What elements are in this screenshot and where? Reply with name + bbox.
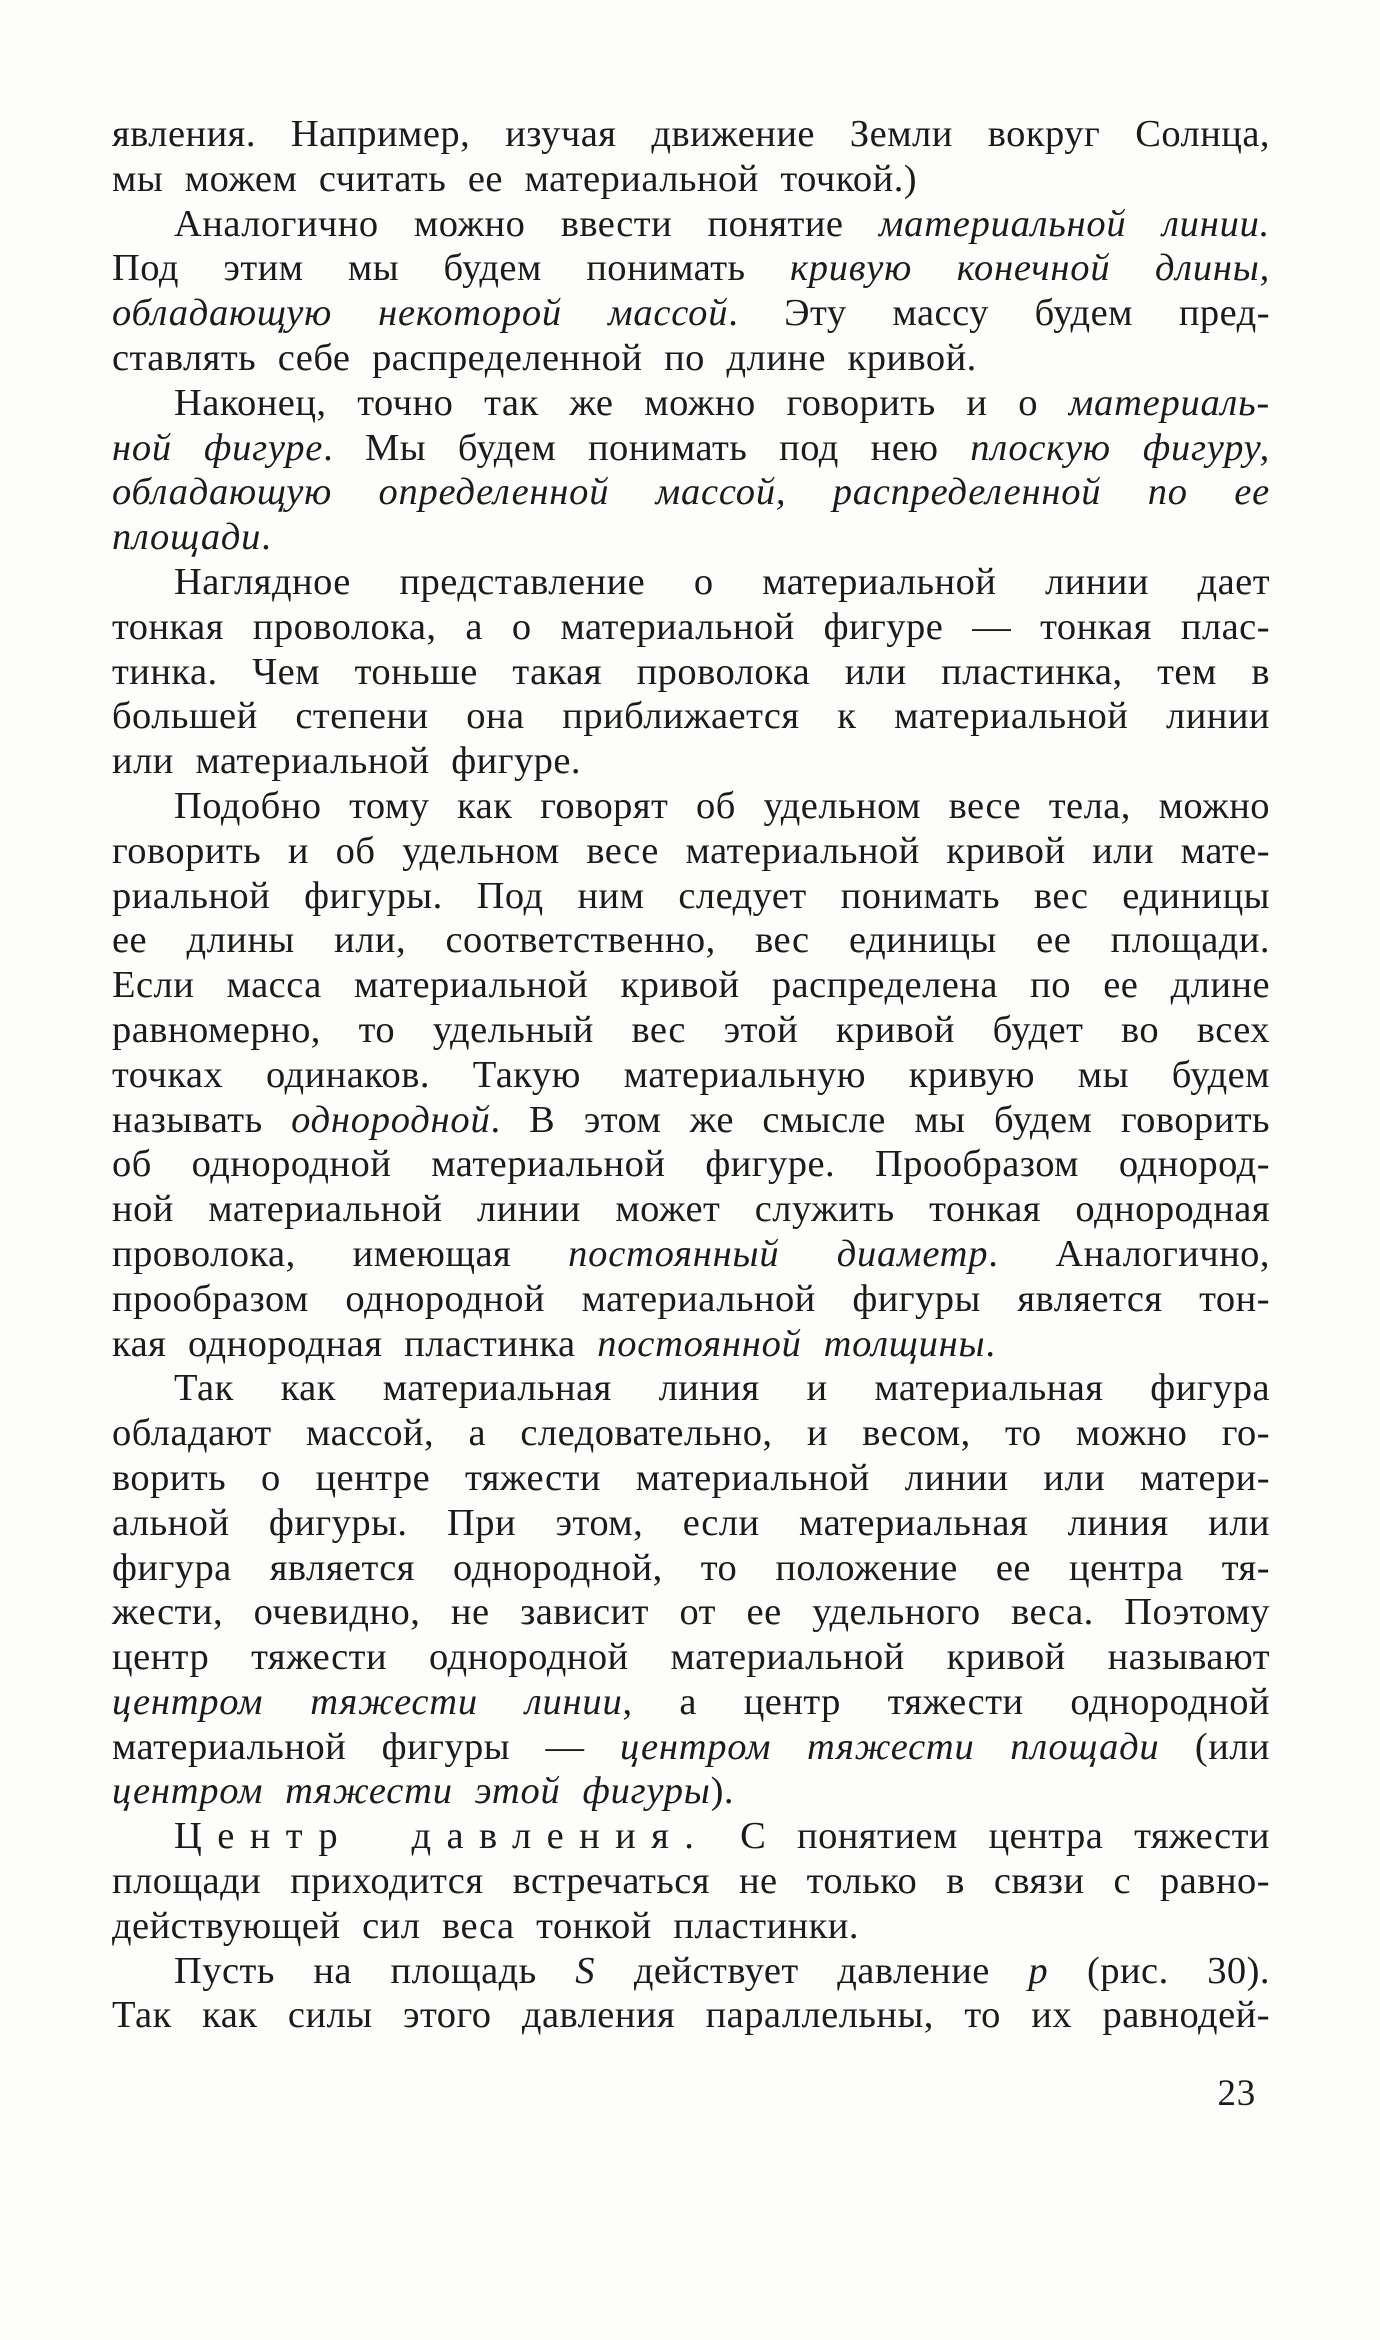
text-run: . Эту массу будем пред- — [728, 292, 1270, 335]
text-run: называть — [112, 1098, 292, 1141]
italic-text-run: плоскую фигуру, — [970, 426, 1270, 469]
text-run: об однородной материальной фигуре. Прообразом однород- — [112, 1143, 1270, 1186]
text-run: ). — [710, 1770, 734, 1813]
italic-text-run: материальной линии. — [878, 202, 1270, 245]
text-run: говорить и об удельном весе материальной кривой или мате- — [112, 829, 1270, 872]
text-run: . — [261, 516, 272, 559]
text-run: . Мы будем понимать под нею — [323, 426, 971, 469]
text-line — [112, 381, 1270, 426]
text-run: , а центр тяжести однородной — [622, 1680, 1271, 1723]
text-run: Аналогично можно ввести понятие — [174, 202, 879, 245]
text-column — [112, 112, 1270, 2038]
italic-text-run: S — [575, 1949, 596, 1992]
text-line — [112, 560, 1270, 605]
text-run: ной материальной линии может служить тонкая однородная — [112, 1188, 1270, 1231]
text-line — [112, 694, 1270, 739]
text-run: Подобно тому как говорят об удельном весе тела, можно — [174, 784, 1270, 827]
text-run: . В этом же смысле мы будем говорить — [490, 1098, 1270, 1141]
text-line — [112, 1590, 1270, 1635]
text-run: мы можем считать ее материальной точкой.) — [112, 157, 918, 200]
text-line — [112, 1142, 1270, 1187]
text-run: (или — [1159, 1725, 1270, 1768]
italic-text-run: однородной — [291, 1098, 491, 1141]
text-line — [112, 1187, 1270, 1232]
text-line — [112, 1501, 1270, 1546]
text-run: (рис. 30). — [1048, 1949, 1270, 1992]
text-run: С понятием центра тяжести — [709, 1815, 1270, 1858]
text-run: Если масса материальной кривой распределена по ее длине — [112, 964, 1270, 1007]
text-run: . Аналогично, — [988, 1232, 1270, 1275]
text-line — [112, 1232, 1270, 1277]
text-run: Под этим мы будем понимать — [112, 247, 790, 290]
text-line — [112, 1277, 1270, 1322]
text-run: явления. Например, изучая движение Земли вокруг Солнца, — [112, 113, 1270, 155]
text-line — [112, 426, 1270, 471]
text-run: ставлять себе распределенной по длине кривой. — [112, 336, 977, 379]
text-run: прообразом однородной материальной фигуры является тон- — [112, 1277, 1270, 1320]
italic-text-run: площади — [112, 516, 262, 559]
text-line — [112, 739, 1270, 784]
text-line — [112, 246, 1270, 291]
text-line — [112, 202, 1270, 247]
italic-text-run: центром тяжести линии — [112, 1680, 623, 1723]
text-line — [112, 291, 1270, 336]
text-line — [112, 1949, 1270, 1994]
page-number: 23 — [1217, 2073, 1256, 2114]
text-run: материальной фигуры — — [112, 1725, 620, 1768]
text-run: жести, очевидно, не зависит от ее удельного веса. Поэтому — [112, 1591, 1270, 1634]
text-run: Наконец, точно так же можно говорить и о — [174, 381, 1069, 424]
spaced-heading-run: Центр давления. — [174, 1815, 710, 1858]
text-line — [112, 650, 1270, 695]
text-line — [112, 515, 1270, 560]
text-line — [112, 1680, 1270, 1725]
text-run: . — [985, 1322, 996, 1365]
text-run: точках одинаков. Такую материальную кривую мы будем — [112, 1053, 1270, 1096]
text-run: большей степени она приближается к материальной линии — [112, 695, 1270, 738]
text-run: фигура является однородной, то положение ее центра тя- — [112, 1546, 1270, 1589]
text-run: Так как силы этого давления параллельны, то их равнодей- — [112, 1994, 1270, 2037]
text-line — [112, 1859, 1270, 1904]
italic-text-run: центром тяжести этой фигуры — [112, 1770, 711, 1813]
text-run: тонкая проволока, а о материальной фигуре — тонкая плас- — [112, 605, 1270, 648]
text-line — [112, 963, 1270, 1008]
text-line — [112, 1904, 1270, 1949]
text-run: или материальной фигуре. — [112, 740, 582, 783]
text-run: действует давление — [595, 1949, 1029, 1992]
italic-text-run: ной фигуре — [112, 426, 324, 469]
text-line — [112, 1366, 1270, 1411]
text-run: обладают массой, а следовательно, и весом, то можно го- — [112, 1412, 1270, 1455]
text-line — [112, 1725, 1270, 1770]
text-run: ее длины или, соответственно, вес единицы ее площади. — [112, 919, 1270, 962]
text-run: Наглядное представление о материальной линии дает — [174, 560, 1270, 603]
text-run: риальной фигуры. Под ним следует понимать вес единицы — [112, 874, 1270, 917]
text-line — [112, 1098, 1270, 1143]
text-line — [112, 336, 1270, 381]
text-line — [112, 1546, 1270, 1591]
italic-text-run: материаль- — [1068, 381, 1270, 424]
text-line — [112, 1635, 1270, 1680]
text-line — [112, 605, 1270, 650]
text-run: Так как материальная линия и материальная фигура — [174, 1367, 1270, 1410]
text-run: Пусть на площадь — [174, 1949, 576, 1992]
text-run: альной фигуры. При этом, если материальная линия или — [112, 1501, 1270, 1544]
text-line — [112, 157, 1270, 202]
text-line — [112, 784, 1270, 829]
text-run: ворить о центре тяжести материальной линии или матери- — [112, 1456, 1270, 1499]
text-run: площади приходится встречаться не только в связи с равно- — [112, 1860, 1270, 1903]
text-line — [112, 1053, 1270, 1098]
italic-text-run: обладающую определенной массой, распределенной по ее — [112, 471, 1270, 514]
text-line — [112, 918, 1270, 963]
text-run: действующей сил веса тонкой пластинки. — [112, 1904, 859, 1947]
text-line — [112, 112, 1270, 157]
text-run: равномерно, то удельный вес этой кривой будет во всех — [112, 1008, 1270, 1051]
text-line — [112, 1322, 1270, 1367]
text-line — [112, 470, 1270, 515]
text-line — [112, 829, 1270, 874]
text-line — [112, 1993, 1270, 2038]
text-run: центр тяжести однородной материальной кривой называют — [112, 1636, 1270, 1679]
text-run: проволока, имеющая — [112, 1232, 569, 1275]
text-run: кая однородная пластинка — [112, 1322, 598, 1365]
italic-text-run: кривую конечной длины, — [789, 247, 1270, 290]
text-line — [112, 1814, 1270, 1859]
text-line — [112, 1769, 1270, 1814]
italic-text-run: центром тяжести площади — [619, 1725, 1160, 1768]
italic-text-run: постоянной толщины — [597, 1322, 986, 1365]
text-line — [112, 1456, 1270, 1501]
text-line — [112, 1411, 1270, 1456]
text-line — [112, 1008, 1270, 1053]
text-line — [112, 874, 1270, 919]
italic-text-run: p — [1028, 1949, 1049, 1992]
italic-text-run: обладающую некоторой массой — [112, 292, 729, 335]
italic-text-run: постоянный диаметр — [568, 1232, 989, 1275]
text-run: тинка. Чем тоньше такая проволока или пластинка, тем в — [112, 650, 1270, 693]
